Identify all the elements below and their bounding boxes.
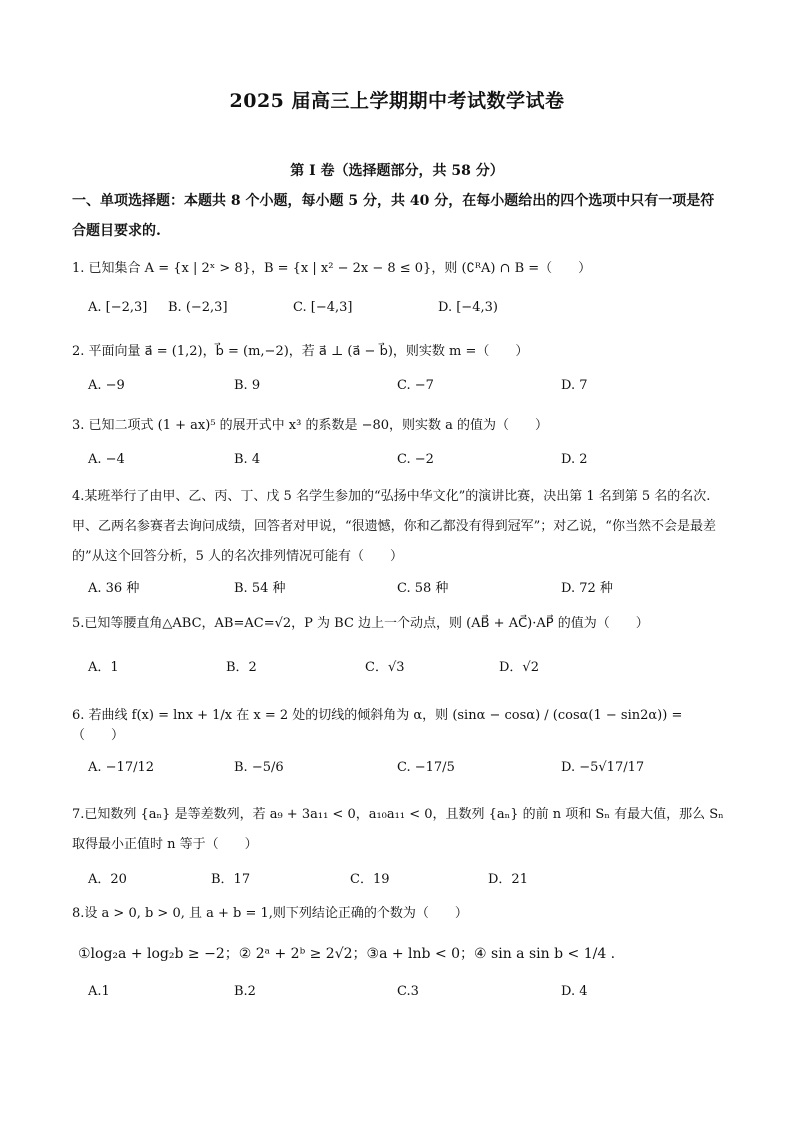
option-a: A.1 (88, 984, 110, 999)
question-2-stem: 2. 平面向量 a⃗ = (1,2)，b⃗ = (m,−2)，若 a⃗ ⊥ (a⃗ − b⃗)，则实数 m =（ ） (72, 344, 529, 359)
option-a: A. [−2,3] (88, 300, 148, 315)
option-a: A. −9 (88, 378, 125, 393)
question-3-options (88, 452, 728, 474)
exam-title: 2025 届高三上学期期中考试数学试卷 (229, 90, 565, 112)
option-b: B. (−2,3] (168, 300, 228, 315)
option-d: D．21 (488, 872, 528, 887)
question-6-stem: 6. 若曲线 f(x) = lnx + 1/x 在 x = 2 处的切线的倾斜角为 α，则 (sinα − cosα) / (cosα(1 − sin2α)) =（ ） (72, 708, 683, 743)
question-6-options (88, 760, 728, 782)
option-b: B．17 (211, 872, 251, 887)
option-b: B.2 (234, 984, 256, 999)
section-instructions: 一、单项选择题：本题共 8 个小题，每小题 5 分，共 40 分，在每小题给出的四个选项中只有一项是符合题目要求的. (72, 193, 715, 239)
option-c: C．19 (350, 872, 390, 887)
option-c: C. −2 (397, 452, 434, 467)
option-a: A. −17/12 (88, 760, 155, 775)
option-b: B. 54 种 (234, 581, 286, 596)
question-3-stem: 3. 已知二项式 (1 + ax)⁵ 的展开式中 x³ 的系数是 −80，则实数 a 的值为（ ） (72, 418, 549, 433)
option-a: A．1 (88, 660, 119, 675)
option-a: A. −4 (88, 452, 125, 467)
question-4-stem: 4.某班举行了由甲、乙、丙、丁、戊 5 名学生参加的“弘扬中华文化”的演讲比赛，决出第 1 名到第 5 名的名次.甲、乙两名参赛者去询问成绩，回答者对甲说，“很遗憾，你和乙都没有得到冠军”；对乙说，“你当然不会是最差的”从这个回答分析，5 人的名次排列情况可能有（ ） (72, 489, 716, 564)
option-a: A．20 (88, 872, 127, 887)
question-7-stem: 7.已知数列 {aₙ} 是等差数列，若 a₉ + 3a₁₁ < 0，a₁₀a₁₁ < 0，且数列 {aₙ} 的前 n 项和 Sₙ 有最大值，那么 Sₙ 取得最小正值时 n 等于（ ） (72, 807, 724, 852)
option-d: D. 2 (561, 452, 588, 467)
question-7-options (88, 868, 728, 890)
question-4-options (88, 577, 728, 599)
option-d: D. 7 (561, 378, 588, 393)
option-b: B. 9 (234, 378, 261, 393)
question-1-options (88, 300, 728, 322)
option-b: B．2 (226, 660, 257, 675)
option-d: D. 72 种 (561, 581, 613, 596)
question-5-options (88, 656, 728, 678)
option-c: C．√3 (365, 660, 405, 675)
question-1-stem: 1. 已知集合 A = {x | 2ˣ > 8}，B = {x | x² − 2x − 8 ≤ 0}，则 (∁ᴿA) ∩ B =（ ） (72, 261, 592, 276)
option-d: D．√2 (499, 660, 539, 675)
option-d: D. 4 (561, 984, 588, 999)
option-b: B. 4 (234, 452, 261, 467)
question-8-stem: 8.设 a > 0, b > 0, 且 a + b = 1,则下列结论正确的个数为（ ） (72, 906, 468, 921)
option-d: D. [−4,3) (438, 300, 498, 315)
question-2-options (88, 378, 728, 400)
question-5-stem: 5.已知等腰直角△ABC，AB=AC=√2，P 为 BC 边上一个动点，则 (AB⃗ + AC⃗)·AP⃗ 的值为（ ） (72, 616, 649, 631)
option-b: B. −5/6 (234, 760, 284, 775)
option-c: C. −17/5 (397, 760, 455, 775)
option-c: C. −7 (397, 378, 434, 393)
part-heading: 第 I 卷（选择题部分，共 58 分） (290, 163, 504, 179)
option-c: C. 58 种 (397, 581, 449, 596)
option-c: C. [−4,3] (293, 300, 353, 315)
question-8-statements: ①log₂a + log₂b ≥ −2；② 2ᵃ + 2ᵇ ≥ 2√2；③a + lnb < 0；④ sin a sin b < 1/4 . (78, 946, 616, 962)
option-a: A. 36 种 (88, 581, 140, 596)
question-8-options (88, 984, 728, 1006)
option-d: D. −5√17/17 (561, 760, 645, 775)
option-c: C.3 (397, 984, 419, 999)
